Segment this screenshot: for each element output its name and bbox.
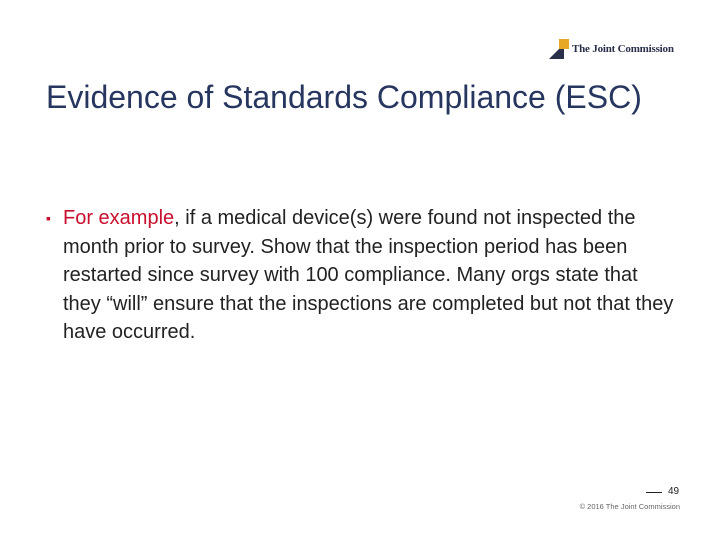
square-bullet-icon: ▪	[46, 210, 51, 226]
bullet-highlight: For example	[63, 207, 175, 229]
bullet-item	[46, 204, 676, 347]
footer-divider	[646, 492, 662, 493]
bullet-body: , if a medical device(s) were found not inspected the month prior to survey. Show that the inspection period has been restarted since survey with 100 compliance. Many orgs state that they “will” ensure that the inspections are completed but not that they have occurred.	[63, 207, 674, 343]
joint-commission-logo-icon	[549, 39, 569, 59]
joint-commission-logo	[549, 38, 679, 60]
slide-title: Evidence of Standards Compliance (ESC)	[46, 79, 642, 115]
bullet-text	[63, 204, 676, 347]
logo-text: The Joint Commission	[572, 43, 674, 55]
page-number: 49	[668, 486, 680, 497]
copyright-notice: © 2016 The Joint Commission	[579, 502, 680, 511]
